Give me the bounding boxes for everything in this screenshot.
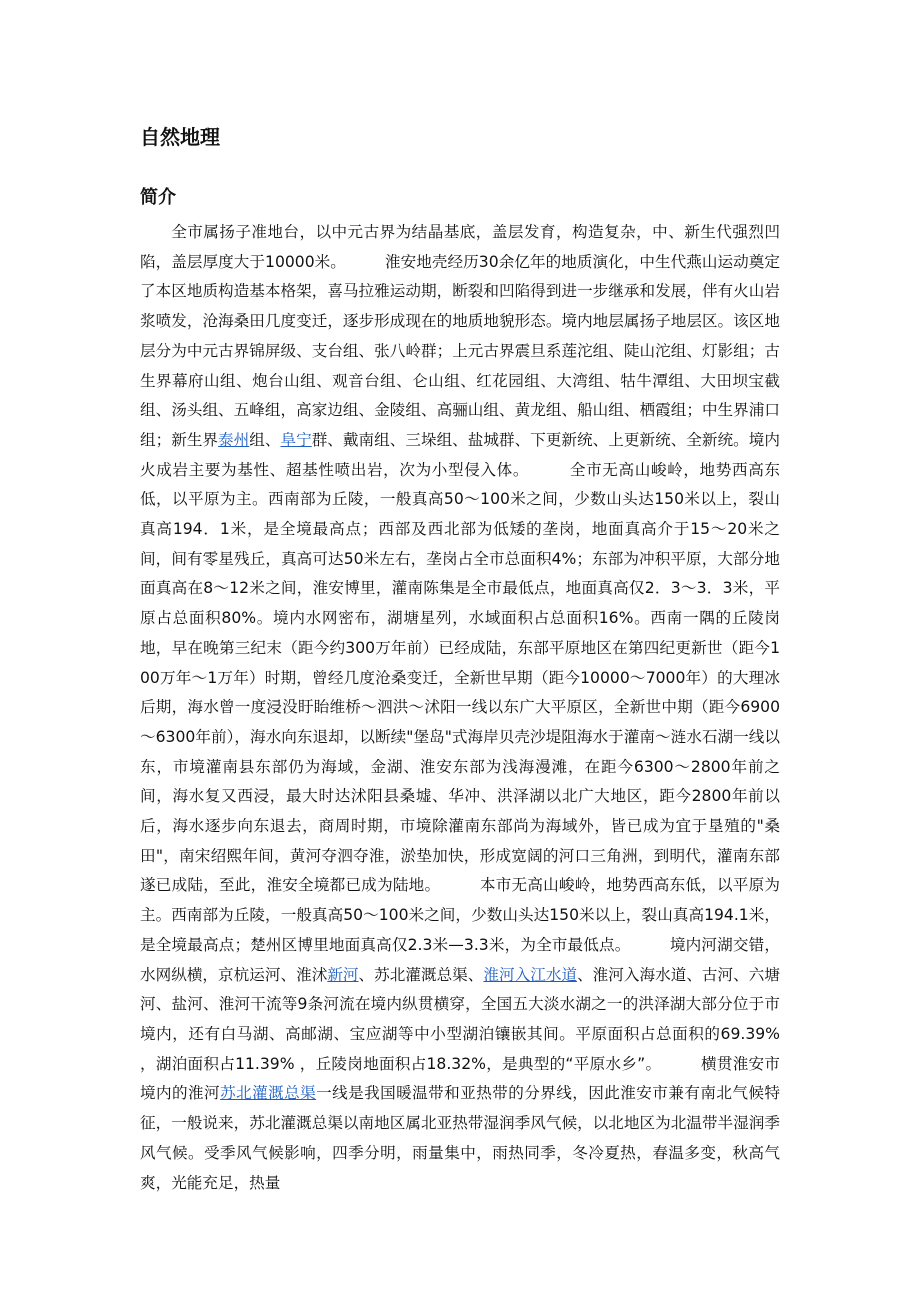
link-xinhe[interactable]: 新河 (327, 965, 359, 984)
section-heading: 简介 (140, 187, 176, 208)
body-text: 组、 (249, 430, 281, 449)
body-paragraph (140, 218, 780, 1198)
body-text: 、淮河入海水道、古河、六塘河、盐河、淮河干流等9条河流在境内纵贯横穿，全国五大淡水湖之一的洪泽湖大部分位于市境内，还有白马湖、高邮湖、宝应湖等中小型湖泊镶嵌其间。平原面积占总面积的69.39% ，湖泊面积占11.39% ，丘陵岗地面积占18.32%，是典型的“平原水乡”。 横贯淮安市境内的淮河 (140, 965, 780, 1103)
body-text: 群、戴南组、三垛组、盐城群、下更新统、上更新统、全新统。境内火成岩主要为基性、超基性喷出岩，次为小型侵入体。 全市无高山峻岭，地势西高东低，以平原为主。西南部为丘陵，一般真高50～100米之间，少数山头达150米以上，裂山真高194．1米，是全境最高点；西部及西北部为低矮的垄岗，地面真高介于15～20米之间，间有零星残丘，真高可达50米左右，垄岗占全市总面积4%；东部为冲积平原，大部分地面真高在8～12米之间，淮安博里，灌南陈集是全市最低点，地面真高仅2．3～3．3米，平原占总面积80%。境内水网密布，湖塘星列，水域面积占总面积16%。西南一隅的丘陵岗地，早在晚第三纪末（距今约300万年前）已经成陆，东部平原地区在第四纪更新世（距今100万年～1万年）时期，曾经几度沧桑变迁，全新世早期（距今10000～7000年）的大理冰后期，海水曾一度浸没盱眙维桥～泗洪～沭阳一线以东广大平原区，全新世中期（距今6900～6300年前），海水向东退却，以断续"堡岛"式海岸贝壳沙堤阻海水于灌南～涟水石湖一线以东，市境灌南县东部仍为海域，金湖、淮安东部为浅海漫滩，在距今6300～2800年前之间，海水复又西浸，最大时达沭阳县桑墟、华冲、洪泽湖以北广大地区，距今2800年前以后，海水逐步向东退去，商周时期，市境除灌南东部尚为海域外，皆已成为宜于垦殖的"桑田"，南宋绍熙年间，黄河夺泗夺淮，淤垫加快，形成宽阔的河口三角洲，到明代，灌南东部遂已成陆，至此，淮安全境都已成为陆地。 本市无高山峻岭，地势西高东低，以平原为主。西南部为丘陵，一般真高50～100米之间，少数山头达150米以上，裂山真高194.1米，是全境最高点；楚州区博里地面真高仅2.3米—3.3米，为全市最低点。 境内河湖交错，水网纵横，京杭运河、淮沭 (140, 430, 780, 984)
body-text: 一线是我国暖温带和亚热带的分界线，因此淮安市兼有南北气候特征，一般说来，苏北灌溉总渠以南地区属北亚热带湿润季风气候，以北地区为北温带半湿润季风气候。受季风气候影响，四季分明，雨量集中，雨热同季，冬冷夏热，春温多变，秋高气爽，光能充足，热量 (140, 1084, 780, 1192)
link-taizhou[interactable]: 泰州 (218, 430, 250, 449)
link-funing[interactable]: 阜宁 (280, 430, 312, 449)
body-text: 、苏北灌溉总渠、 (358, 965, 484, 984)
page-title: 自然地理 (140, 125, 220, 149)
link-subei-irrigation-canal[interactable]: 苏北灌溉总渠 (220, 1084, 317, 1103)
link-huaihe-into-yangtze-waterway[interactable]: 淮河入江水道 (483, 965, 578, 984)
body-text: 全市属扬子准地台，以中元古界为结晶基底，盖层发育，构造复杂，中、新生代强烈凹陷，盖层厚度大于10000米。 淮安地壳经历30余亿年的地质演化，中生代燕山运动奠定了本区地质构造基本格架，喜马拉雅运动期，断裂和凹陷得到进一步继承和发展，伴有火山岩浆喷发，沧海桑田几度变迁，逐步形成现在的地质地貌形态。境内地层属扬子地层区。该区地层分为中元古界锦屏级、支台组、张八岭群；上元古界震旦系莲沱组、陡山沱组、灯影组；古生界幕府山组、炮台山组、观音台组、仑山组、红花园组、大湾组、牯牛潭组、大田坝宝截组、汤头组、五峰组，高家边组、金陵组、高骊山组、黄龙组、船山组、栖霞组；中生界浦口组；新生界 (140, 223, 780, 449)
